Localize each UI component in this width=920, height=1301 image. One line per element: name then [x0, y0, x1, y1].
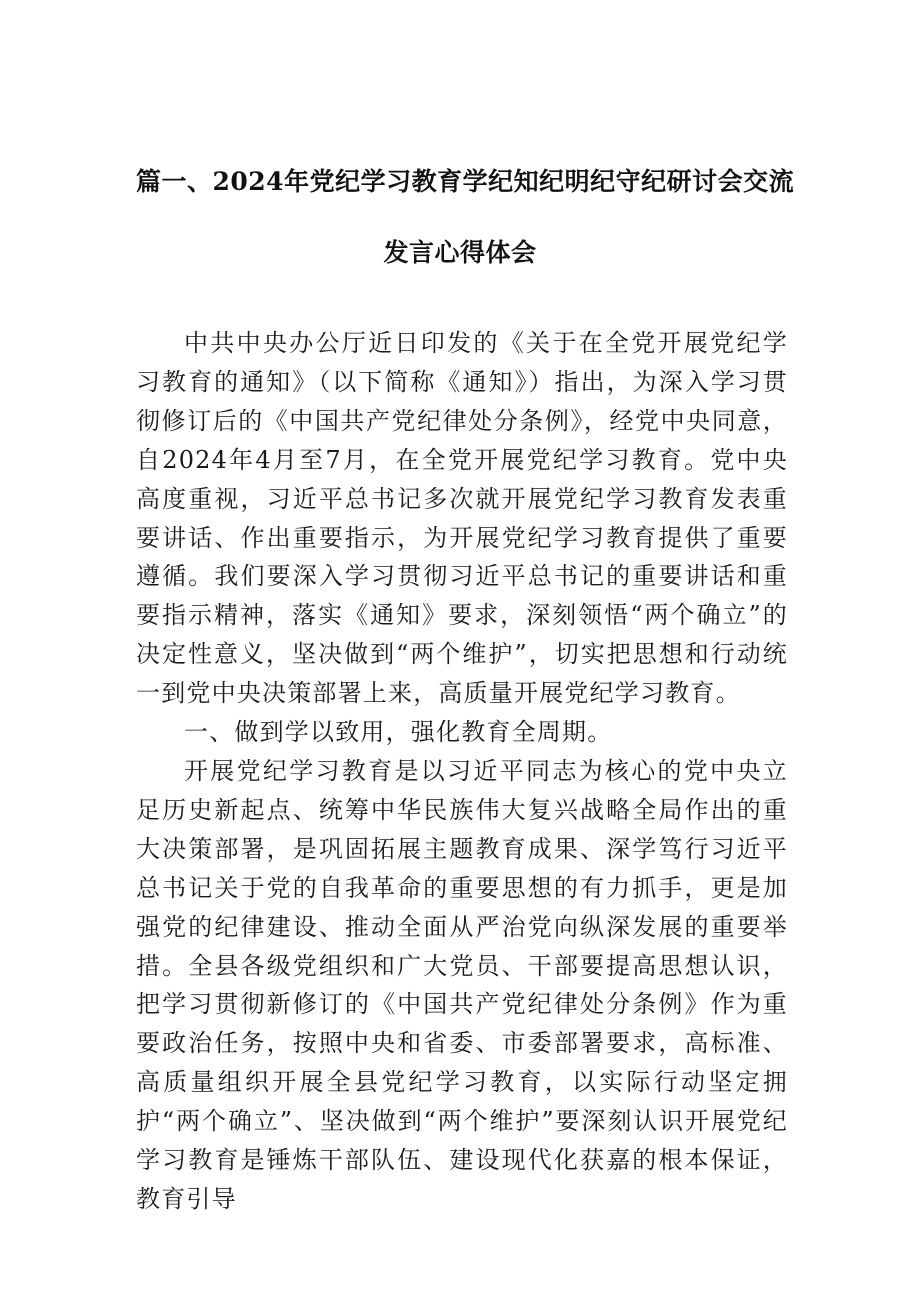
section-1-heading: 一、做到学以致用，强化教育全周期。 — [184, 718, 613, 747]
document-body — [136, 324, 788, 1219]
document-title-line-1: 篇一、2024年党纪学习教育学纪知纪明纪守纪研讨会交流 — [136, 167, 795, 196]
intro-paragraph: 中共中央办公厅近日印发的《关于在全党开展党纪学习教育的通知》（以下简称《通知》）指出，为深入学习贯彻修订后的《中国共产党纪律处分条例》，经党中央同意，自2024年4月至7月，在全党开展党纪学习教育。党中央高度重视，习近平总书记多次就开展党纪学习教育发表重要讲话、作出重要指示，为开展党纪学习教育提供了重要遵循。我们要深入学习贯彻习近平总书记的重要讲话和重要指示精神，落实《通知》要求，深刻领悟“两个确立”的决定性意义，坚决做到“两个维护”，切实把思想和行动统一到党中央决策部署上来，高质量开展党纪学习教育。 — [136, 329, 788, 708]
document-title-line-2: 发言心得体会 — [383, 238, 537, 267]
section-1-paragraph: 开展党纪学习教育是以习近平同志为核心的党中央立足历史新起点、统筹中华民族伟大复兴战略全局作出的重大决策部署，是巩固拓展主题教育成果、深学笃行习近平总书记关于党的自我革命的重要思想的有力抓手，更是加强党的纪律建设、推动全面从严治党向纵深发展的重要举措。全县各级党组织和广大党员、干部要提高思想认识，把学习贯彻新修订的《中国共产党纪律处分条例》作为重要政治任务，按照中央和省委、市委部署要求，高标准、高质量组织开展全县党纪学习教育，以实际行动坚定拥护“两个确立”、坚决做到“两个维护”要深刻认识开展党纪学习教育是锤炼干部队伍、建设现代化获嘉的根本保证，教育引导 — [136, 756, 788, 1213]
